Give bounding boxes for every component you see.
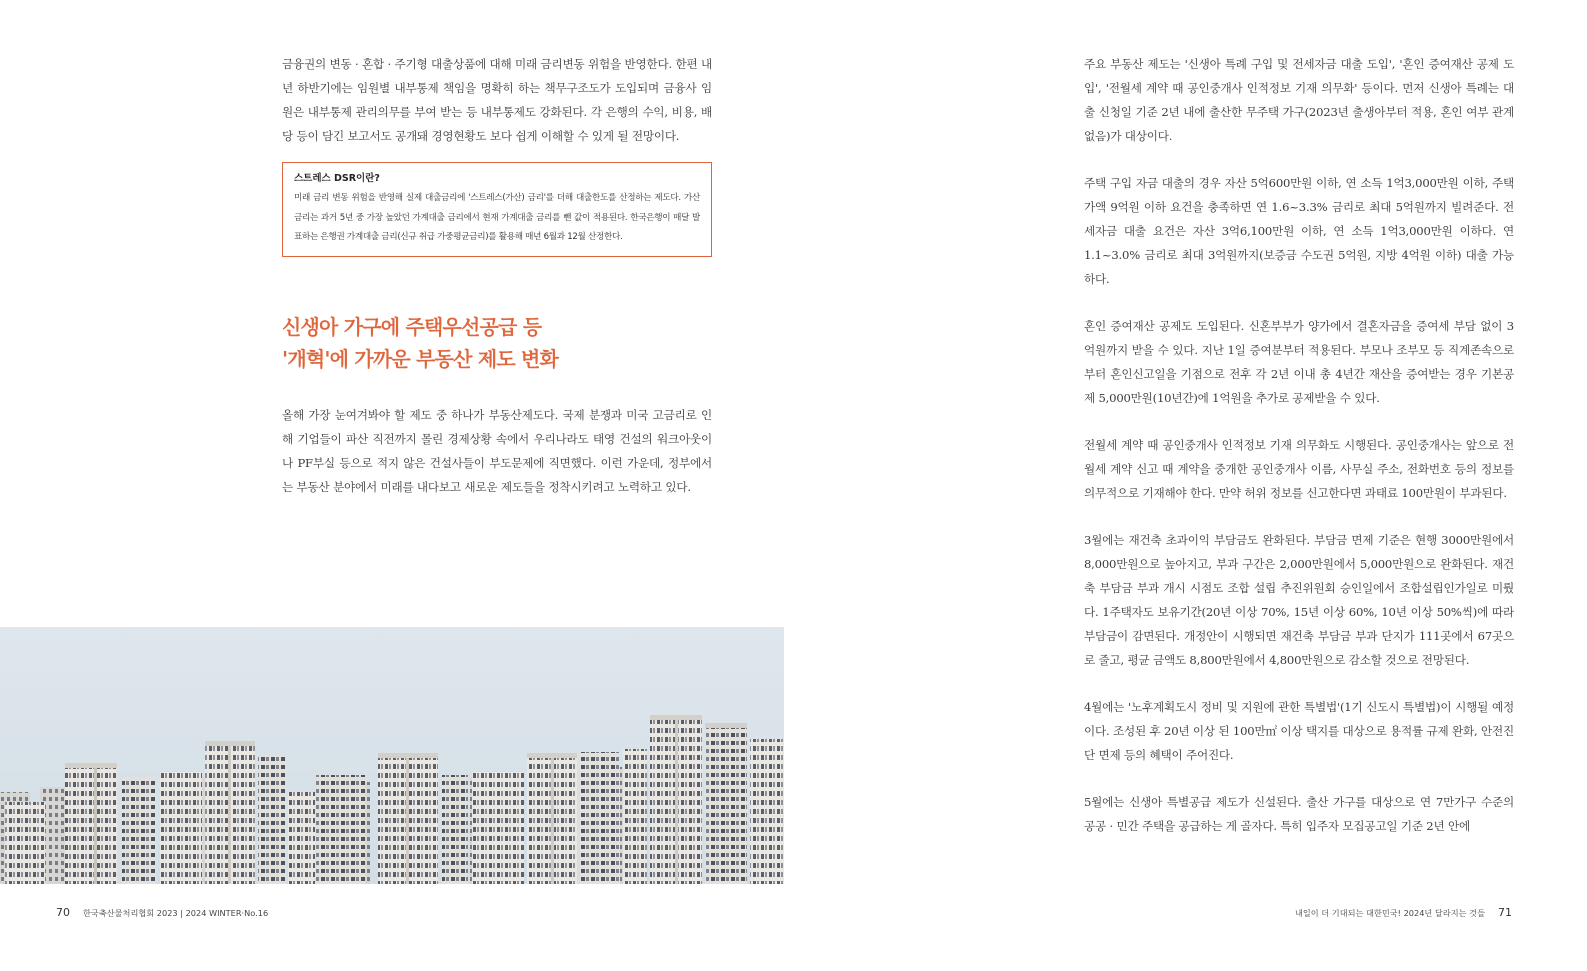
headline-line-1: 신생아 가구에 주택우선공급 등	[282, 314, 542, 339]
right-paragraph-2: 주택 구입 자금 대출의 경우 자산 5억600만원 이하, 연 소득 1억3,000만원 이하, 주택가액 9억원 이하 요건을 충족하면 연 1.6~3.3% 금리로 최대 5억원까지 빌려준다. 전세자금 대출 요건은 자산 3억6,100만원 이하, 연 소득 1억3,000만원 이하다. 연 1.1~3.0% 금리로 최대 3억원까지(보증금 수도권 5억원, 지방 4억원 이하) 대출 가능하다.	[1084, 176, 1514, 286]
info-box-title: 스트레스 DSR이란?	[294, 173, 380, 184]
right-page-column	[1084, 52, 1514, 861]
right-paragraph-6: 4월에는 '노후계획도시 정비 및 지원에 관한 특별법'(1기 신도시 특별법)이 시행될 예정이다. 조성된 후 20년 이상 된 100만㎡ 이상 택지를 대상으로 용적률 규제 완화, 안전진단 면제 등의 혜택이 주어진다.	[1084, 700, 1514, 762]
right-paragraph-7: 5월에는 신생아 특별공급 제도가 신설된다. 출산 가구를 대상으로 연 7만가구 수준의 공공 · 민간 주택을 공급하는 게 골자다. 특히 입주자 모집공고일 기준 2년 안에	[1084, 795, 1514, 833]
right-paragraph-3: 혼인 증여재산 공제도 도입된다. 신혼부부가 양가에서 결혼자금을 증여세 부담 없이 3억원까지 받을 수 있다. 지난 1일 증여분부터 적용된다. 부모나 조부모 등 직계존속으로부터 혼인신고일을 기점으로 전후 각 2년 이내 총 4년간 재산을 증여받는 경우 기본공제 5,000만원(10년간)에 1억원을 추가로 공제받을 수 있다.	[1084, 319, 1514, 405]
intro-paragraph: 금융권의 변동 · 혼합 · 주기형 대출상품에 대해 미래 금리변동 위험을 반영한다. 한편 내년 하반기에는 임원별 내부통제 책임을 명확히 하는 책무구조도가 도입되며 금융사 임원은 내부통제 관리의무를 부여 받는 등 내부통제도 강화된다. 각 은행의 수익, 비용, 배당 등이 담긴 보고서도 공개돼 경영현황도 보다 쉽게 이해할 수 있게 될 전망이다.	[282, 57, 712, 143]
info-box-body: 미래 금리 변동 위험을 반영해 실제 대출금리에 '스트레스(가산) 금리'를 더해 대출한도를 산정하는 제도다. 가산 금리는 과거 5년 중 가장 높았던 가계대출 금리에서 현재 가계대출 금리를 뺀 값이 적용된다. 한국은행이 매달 발표하는 은행권 가계대출 금리(신규 취급 가중평균금리)를 활용해 매년 6월과 12월 산정한다.	[294, 193, 700, 242]
info-box-stress-dsr	[282, 162, 712, 257]
left-page-number: 70	[56, 906, 70, 919]
left-page-footer	[56, 905, 268, 921]
headline-line-2: '개혁'에 가까운 부동산 제도 변화	[282, 346, 559, 371]
right-page-footer	[1295, 905, 1512, 921]
left-page-column	[282, 52, 712, 499]
left-footer-text: 한국축산물처리협회 2023 | 2024 WINTER·No.16	[83, 908, 269, 918]
apartment-buildings-photo	[0, 627, 784, 884]
right-page-number: 71	[1498, 906, 1512, 919]
right-footer-text: 내일이 더 기대되는 대한민국! 2024년 달라지는 것들	[1294, 908, 1485, 918]
section-body-paragraph: 올해 가장 눈여겨봐야 할 제도 중 하나가 부동산제도다. 국제 분쟁과 미국 고금리로 인해 기업들이 파산 직전까지 몰린 경제상황 속에서 우리나라도 태영 건설의 워크아웃이나 PF부실 등으로 적지 않은 건설사들이 부도문제에 직면했다. 이런 가운데, 정부에서는 부동산 분야에서 미래를 내다보고 새로운 제도들을 정착시키려고 노력하고 있다.	[282, 407, 712, 494]
right-paragraph-1: 주요 부동산 제도는 '신생아 특례 구입 및 전세자금 대출 도입', '혼인 증여재산 공제 도입', '전월세 계약 때 공인중개사 인적정보 기재 의무화' 등이다. 먼저 신생아 특례는 대출 신청일 기준 2년 내에 출산한 무주택 가구(2023년 출생아부터 적용, 혼인 여부 관계없음)가 대상이다.	[1084, 57, 1514, 143]
section-headline	[282, 311, 712, 375]
right-paragraph-4: 전월세 계약 때 공인중개사 인적정보 기재 의무화도 시행된다. 공인중개사는 앞으로 전월세 계약 신고 때 계약을 중개한 공인중개사 이름, 사무실 주소, 전화번호 등의 정보를 의무적으로 기재해야 한다. 만약 허위 정보를 신고한다면 과태료 100만원이 부과된다.	[1084, 438, 1514, 500]
right-paragraph-5: 3월에는 재건축 초과이익 부담금도 완화된다. 부담금 면제 기준은 현행 3000만원에서 8,000만원으로 높아지고, 부과 구간은 2,000만원에서 5,000만원으로 완화된다. 재건축 부담금 부과 개시 시점도 조합 설립 추진위원회 승인일에서 조합설립인가일로 미뤘다. 1주택자도 보유기간(20년 이상 70%, 15년 이상 60%, 10년 이상 50%씩)에 따라 부담금이 감면된다. 개정안이 시행되면 재건축 부담금 부과 단지가 111곳에서 67곳으로 줄고, 평균 금액도 8,800만원에서 4,800만원으로 감소할 것으로 전망된다.	[1084, 533, 1514, 667]
